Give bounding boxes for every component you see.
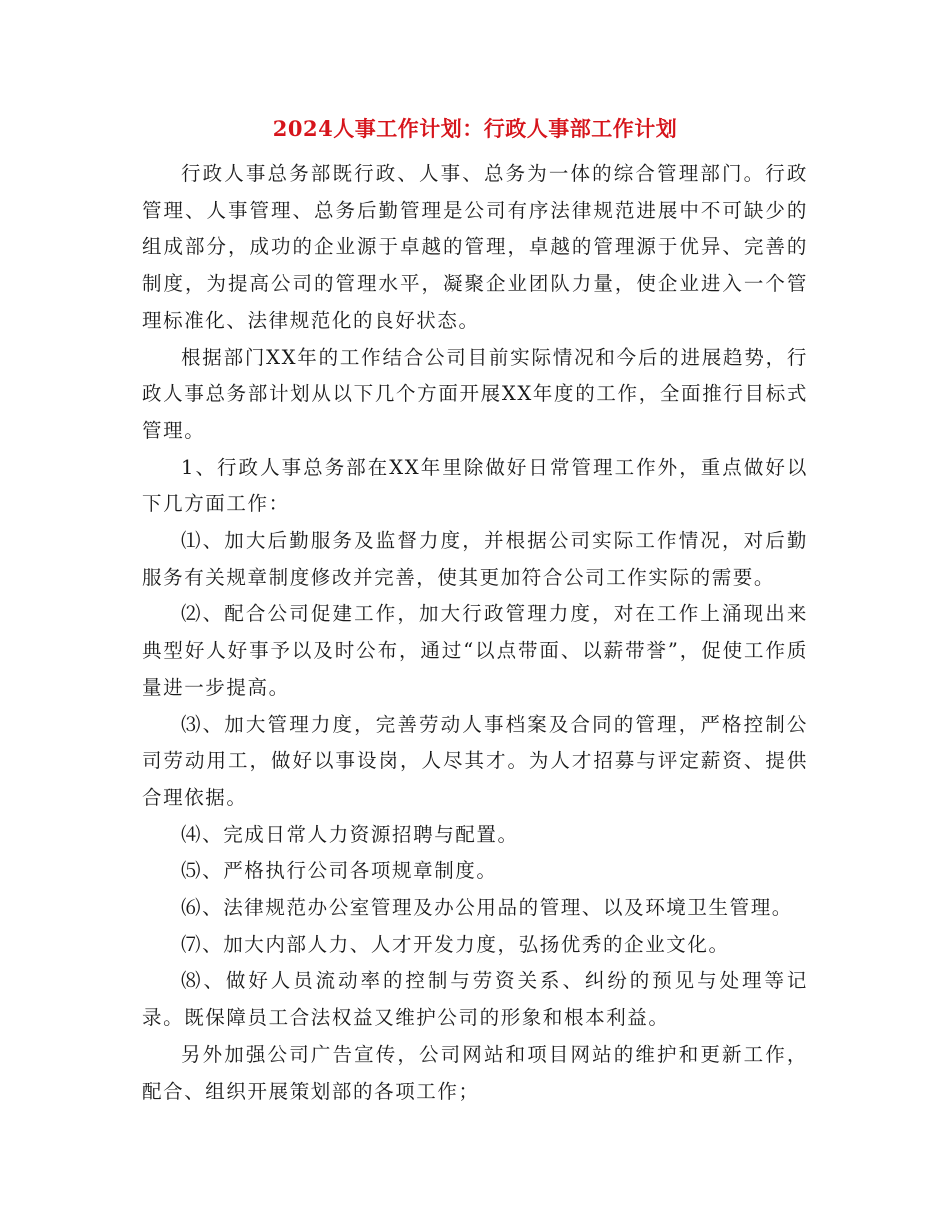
- document-body: [142, 156, 808, 1110]
- paragraph-intro: 行政人事总务部既行政、人事、总务为一体的综合管理部门。行政管理、人事管理、总务后勤管理是公司有序法律规范进展中不可缺少的组成部分，成功的企业源于卓越的管理，卓越的管理源于优异、完善的制度，为提高公司的管理水平，凝聚企业团队力量，使企业进入一个管理标准化、法律规范化的良好状态。: [142, 162, 808, 332]
- paragraph-item-3: ⑶、加大管理力度，完善劳动人事档案及合同的管理，严格控制公司劳动用工，做好以事设岗，人尽其才。为人才招募与评定薪资、提供合理依据。: [142, 712, 808, 809]
- paragraph-item-6: ⑹、法律规范办公室管理及办公用品的管理、以及环境卫生管理。: [181, 896, 793, 920]
- document-title: 2024人事工作计划：行政人事部工作计划: [272, 116, 678, 141]
- paragraph-item-7: ⑺、加大内部人力、人才开发力度，弘扬优秀的企业文化。: [181, 932, 730, 956]
- paragraph-section-1: 1、行政人事总务部在XX年里除做好日常管理工作外，重点做好以下几方面工作：: [142, 455, 808, 516]
- paragraph-item-2: ⑵、配合公司促建工作，加大行政管理力度，对在工作上涌现出来典型好人好事予以及时公布，通过“以点带面、以薪带誉”，促使工作质量进一步提高。: [142, 602, 808, 699]
- paragraph-plan-basis: 根据部门XX年的工作结合公司目前实际情况和今后的进展趋势，行政人事总务部计划从以下几个方面开展XX年度的工作，全面推行目标式管理。: [142, 345, 808, 442]
- paragraph-item-5: ⑸、严格执行公司各项规章制度。: [181, 859, 498, 883]
- paragraph-additional: 另外加强公司广告宣传，公司网站和项目网站的维护和更新工作，配合、组织开展策划部的各项工作；: [142, 1042, 808, 1103]
- paragraph-item-4: ⑷、完成日常人力资源招聘与配置。: [181, 822, 519, 846]
- paragraph-item-8: ⑻、做好人员流动率的控制与劳资关系、纠纷的预见与处理等记录。既保障员工合法权益又维护公司的形象和根本利益。: [142, 969, 808, 1030]
- paragraph-item-1: ⑴、加大后勤服务及监督力度，并根据公司实际工作情况，对后勤服务有关规章制度修改并完善，使其更加符合公司工作实际的需要。: [142, 529, 808, 589]
